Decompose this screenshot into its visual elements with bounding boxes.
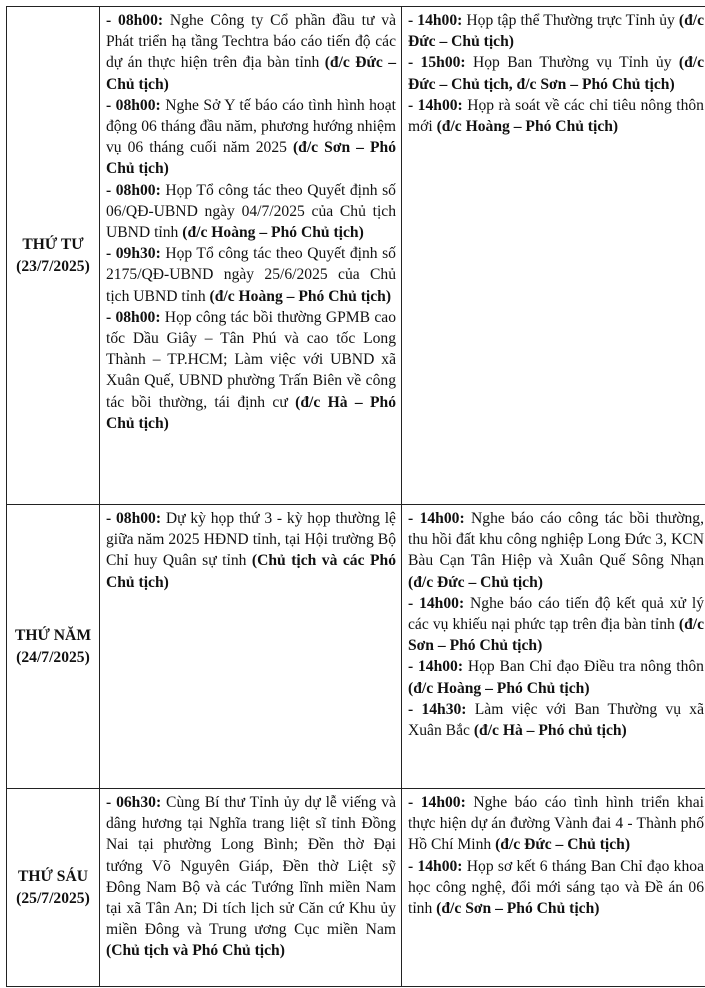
entry-text: Nghe báo cáo tình hình triển khai thực hiện dự án đường Vành đai 4 - Thành phố Hồ Chí Minh	[408, 794, 704, 854]
day-date: (25/7/2025)	[16, 889, 90, 907]
schedule-entry	[106, 243, 396, 307]
entry-text: Nghe Sở Y tế báo cáo tình hình hoạt động 06 tháng đầu năm, phương hướng nhiệm vụ 06 tháng cuối năm 2025	[106, 96, 396, 157]
day-name: THỨ NĂM	[14, 627, 92, 645]
entry-time: - 08h00:	[106, 510, 162, 527]
schedule-entry	[408, 656, 704, 698]
day-cell	[7, 7, 100, 505]
schedule-row-friday	[7, 789, 705, 987]
schedule-entry	[408, 10, 704, 52]
morning-cell	[100, 505, 402, 789]
entry-host: (đ/c Đức – Chủ tịch, đ/c Sơn – Phó Chủ tịch)	[408, 54, 704, 93]
day-date: (23/7/2025)	[16, 257, 90, 275]
entry-host: (đ/c Đức – Chủ tịch)	[106, 54, 396, 93]
entry-time: - 08h00:	[106, 96, 161, 114]
schedule-entry	[106, 180, 396, 244]
entry-host: (đ/c Hoàng – Phó Chủ tịch)	[182, 224, 364, 242]
entry-text: Nghe báo cáo tiến độ kết quả xử lý các vụ khiếu nại phức tạp trên địa bàn tỉnh	[408, 594, 704, 634]
entry-text: Dự kỳ họp thứ 3 - kỳ họp thường lệ giữa năm 2025 HĐND tỉnh, tại Hội trường Bộ Chỉ huy Quân sự tỉnh	[106, 510, 396, 570]
schedule-entry	[106, 95, 396, 180]
day-name: THỨ SÁU	[17, 868, 89, 886]
entry-time: - 14h00:	[408, 794, 466, 811]
entry-host: (đ/c Đức – Chủ tịch)	[408, 12, 704, 51]
entry-host: (Chủ tịch và các Phó Chủ tịch)	[106, 552, 396, 591]
entry-text: Họp công tác bồi thường GPMB cao tốc Dầu Giây – Tân Phú và cao tốc Long Thành – TP.HCM; Làm việc với UBND xã Xuân Quế, UBND phường Trấn Biên về công tác bồi thường, tái định cư	[106, 308, 396, 411]
schedule-row-wednesday	[7, 7, 705, 505]
afternoon-cell	[402, 7, 705, 505]
entry-host: (đ/c Sơn – Phó Chủ tịch)	[408, 616, 704, 655]
entry-host: (đ/c Sơn – Phó Chủ tịch)	[106, 139, 397, 178]
entry-host: (đ/c Hoàng – Phó Chủ tịch)	[408, 679, 590, 697]
entry-time: - 08h00:	[106, 308, 161, 326]
entry-text: Họp Tổ công tác theo Quyết định số 2175/QĐ-UBND ngày 25/6/2025 của Chủ tịch UBND tỉnh	[106, 245, 396, 305]
day-date: (24/7/2025)	[16, 648, 90, 666]
morning-cell	[100, 789, 402, 987]
afternoon-cell	[402, 789, 705, 987]
weekly-schedule-table	[6, 6, 705, 987]
schedule-entry	[408, 856, 704, 920]
entry-text: Cùng Bí thư Tỉnh ủy dự lễ viếng và dâng hương tại Nghĩa trang liệt sĩ tỉnh Đồng Nai tại phường Long Bình; Đền thờ Đại tướng Võ Nguyên Giáp, Đền thờ Liệt sỹ Đông Nam Bộ và các Tướng lĩnh miền Nam tại xã Tân An; Di tích lịch sử Căn cứ Khu ủy miền Đông và Trung ương Cục miền Nam	[106, 794, 396, 939]
entry-host: (đ/c Hoàng – Phó Chủ tịch)	[436, 118, 619, 136]
schedule-entry	[408, 508, 704, 593]
entry-time: - 09h30:	[106, 245, 161, 263]
afternoon-cell	[402, 505, 705, 789]
schedule-entry	[408, 52, 704, 94]
entry-host: (đ/c Đức – Chủ tịch)	[408, 573, 543, 591]
entry-host: (Chủ tịch và Phó Chủ tịch)	[106, 942, 285, 960]
entry-text: Họp tập thể Thường trực Tỉnh ủy	[462, 12, 679, 29]
entry-text: Họp Ban Chỉ đạo Điều tra nông thôn	[463, 658, 704, 676]
entry-time: - 08h00:	[106, 12, 164, 29]
entry-text: Họp Tổ công tác theo Quyết định số 06/QĐ-UBND ngày 04/7/2025 của Chủ tịch UBND tỉnh	[106, 181, 396, 242]
entry-host: (đ/c Hoàng – Phó Chủ tịch)	[209, 287, 392, 305]
schedule-row-thursday	[7, 505, 705, 789]
schedule-entry	[408, 593, 704, 657]
entry-text: Nghe báo cáo công tác bồi thường, thu hồi đất khu công nghiệp Long Đức 3, KCN Bàu Cạn Tân Hiệp và Xuân Quế Sông Nhạn	[408, 510, 704, 570]
entry-text: Làm việc với Ban Thường vụ xã Xuân Bắc	[408, 700, 704, 740]
entry-time: - 14h00:	[408, 594, 465, 612]
schedule-entry	[106, 508, 396, 593]
entry-text: Họp Ban Thường vụ Tỉnh ủy	[465, 54, 679, 72]
day-name: THỨ TƯ	[22, 236, 84, 254]
schedule-entry	[408, 699, 704, 741]
entry-text: Họp rà soát về các chỉ tiêu nông thôn mới	[408, 96, 704, 136]
entry-host: (đ/c Sơn – Phó Chủ tịch)	[436, 900, 600, 918]
entry-text: Nghe Công ty Cổ phần đầu tư và Phát triển hạ tầng Techtra báo cáo tiến độ các dự án thực hiện trên địa bàn tỉnh	[106, 12, 396, 72]
entry-host: (đ/c Đức – Chủ tịch)	[495, 836, 631, 854]
day-cell	[7, 505, 100, 789]
schedule-entry	[408, 792, 704, 856]
entry-time: - 15h00:	[408, 54, 466, 72]
day-cell	[7, 789, 100, 987]
entry-time: - 14h00:	[408, 12, 463, 29]
schedule-entry	[106, 307, 396, 434]
schedule-entry	[408, 95, 704, 137]
entry-time: - 14h30:	[408, 700, 467, 718]
entry-host: (đ/c Hà – Phó chủ tịch)	[473, 722, 627, 740]
entry-time: - 14h00:	[408, 857, 463, 875]
entry-time: - 08h00:	[106, 181, 161, 199]
entry-time: - 14h00:	[408, 510, 465, 527]
entry-time: - 06h30:	[106, 794, 162, 811]
morning-cell	[100, 7, 402, 505]
entry-time: - 14h00:	[408, 96, 463, 114]
entry-time: - 14h00:	[408, 658, 464, 676]
entry-host: (đ/c Hà – Phó Chủ tịch)	[106, 393, 396, 432]
schedule-entry	[106, 792, 396, 962]
entry-text: Họp sơ kết 6 tháng Ban Chỉ đạo khoa học công nghệ, đổi mới sáng tạo và Đề án 06 tỉnh	[408, 857, 704, 918]
schedule-entry	[106, 10, 396, 95]
